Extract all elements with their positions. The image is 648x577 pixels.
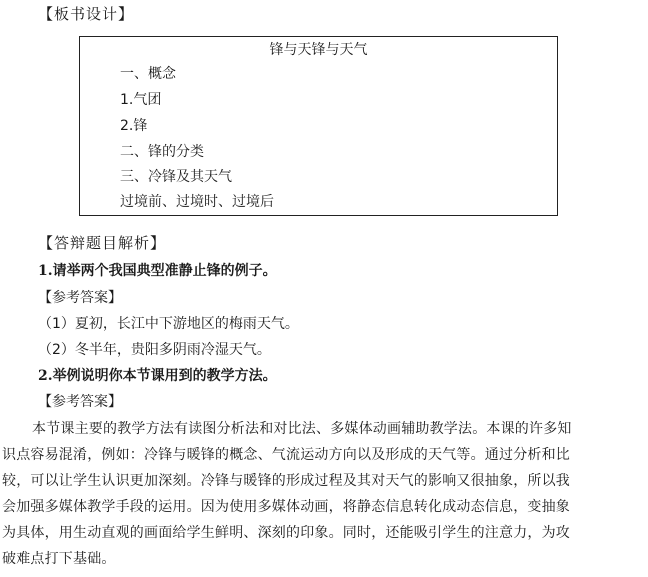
board-item-passage: 过境前、过境时、过境后 [120,194,274,210]
qa-heading: 【答辩题目解析】 [38,234,167,252]
question-1-answer-2: （2）冬半年，贵阳多阴雨冷湿天气。 [38,342,271,358]
board-title: 锋与天锋与天气 [269,42,368,58]
board-item-concept: 一、概念 [120,66,176,82]
paragraph-line: 识点容易混淆，例如：冷锋与暖锋的概念、气流运动方向以及形成的天气等。通过分析和比 [2,447,570,463]
paragraph-line: 会加强多媒体教学手段的运用。因为使用多媒体动画，将静态信息转化成动态信息，变抽象 [2,499,570,515]
question-2-answer-label: 【参考答案】 [38,394,122,410]
board-item-air-mass: 1.气团 [120,92,162,108]
board-item-cold-front: 三、冷锋及其天气 [120,169,232,185]
paragraph-line: 本节课主要的教学方法有读图分析法和对比法、多媒体动画辅助教学法。本课的许多知 [32,421,572,437]
board-item-front-types: 二、锋的分类 [120,144,204,160]
question-1-title: 1.请举两个我国典型准静止锋的例子。 [38,263,277,279]
question-2-title: 2.举例说明你本节课用到的教学方法。 [38,368,277,384]
paragraph-line: 较，可以让学生认识更加深刻。冷锋与暖锋的形成过程及其对天气的影响又很抽象，所以我 [2,473,570,489]
question-1-answer-label: 【参考答案】 [38,290,122,306]
question-2-answer-paragraph [2,416,642,572]
paragraph-line: 为具体，用生动直观的画面给学生鲜明、深刻的印象。同时，还能吸引学生的注意力，为攻 [2,525,570,541]
board-item-front: 2.锋 [120,118,148,134]
paragraph-line: 破难点打下基础。 [2,551,116,567]
question-1-answer-1: （1）夏初，长江中下游地区的梅雨天气。 [38,316,299,332]
board-design-box [79,36,558,216]
board-design-heading: 【板书设计】 [38,5,135,23]
